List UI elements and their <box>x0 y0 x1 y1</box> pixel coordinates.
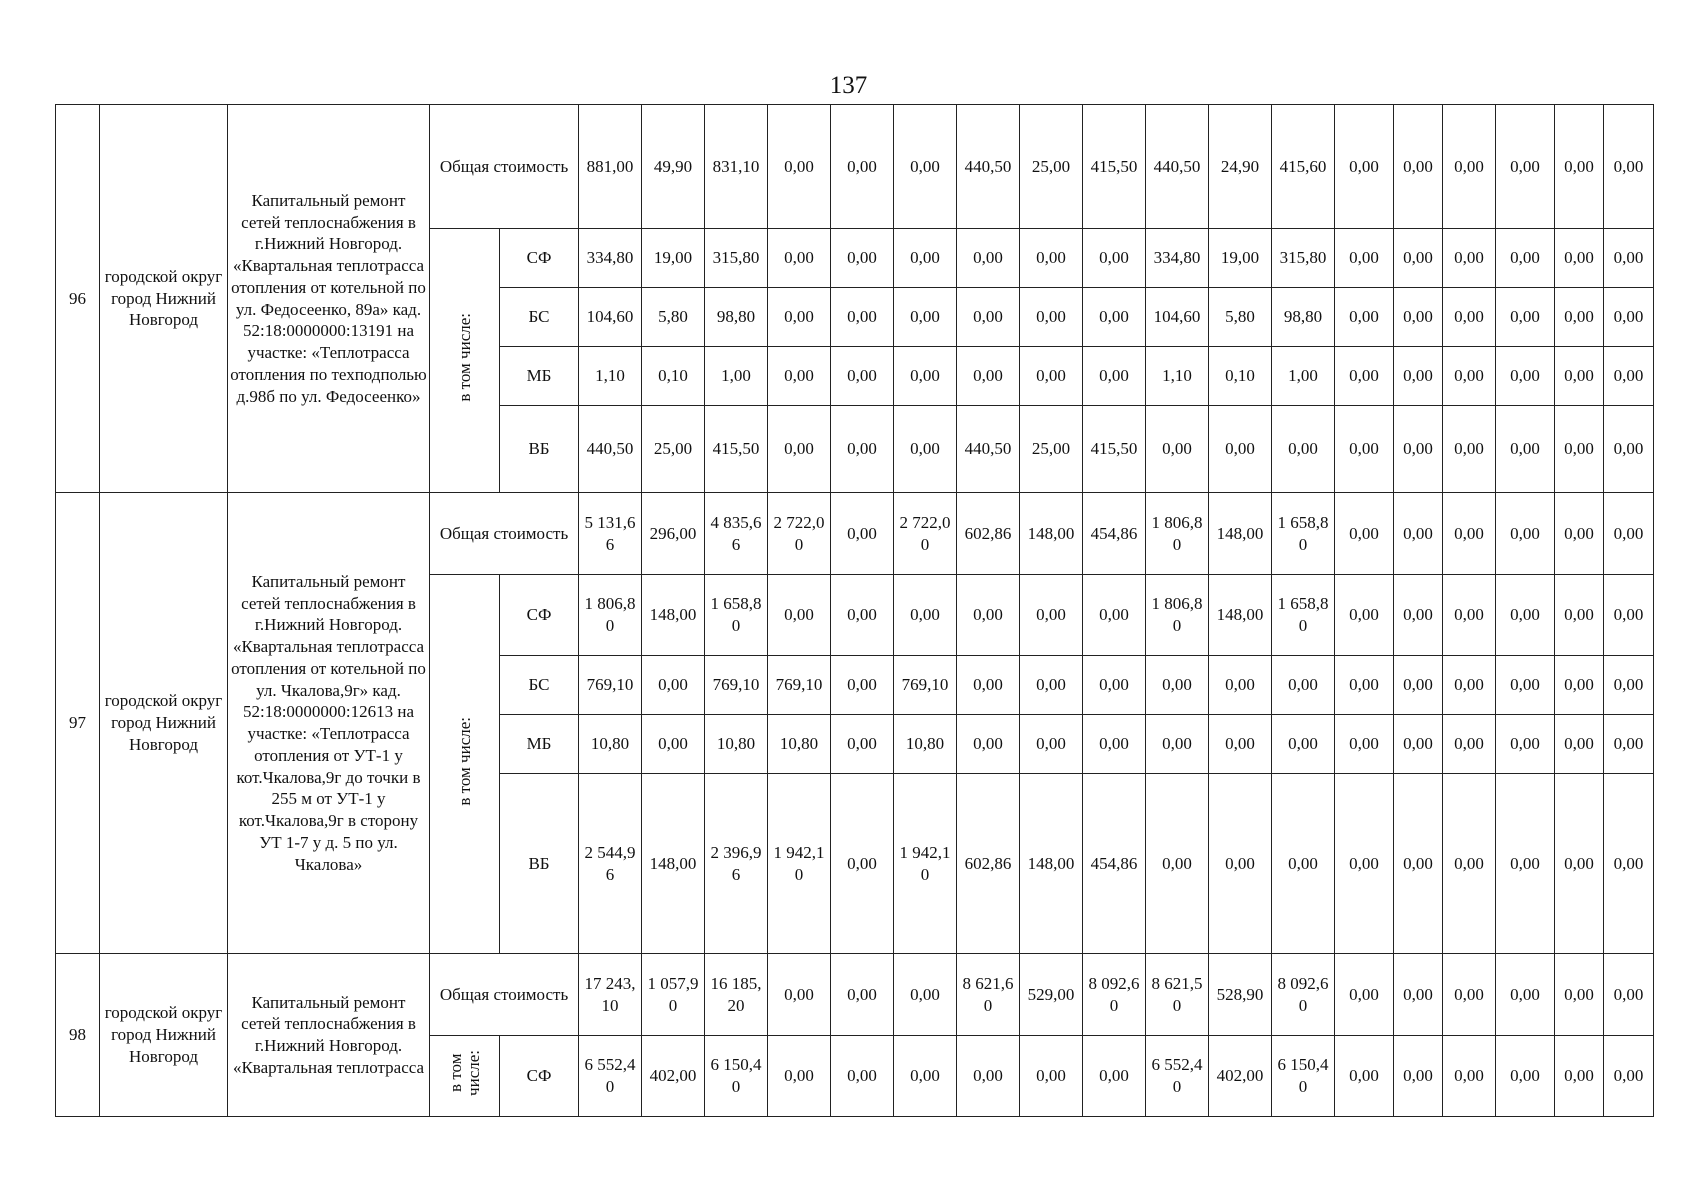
value-cell: 0,00 <box>1394 288 1443 347</box>
value-cell: 0,00 <box>1394 1036 1443 1117</box>
value-cell: 0,00 <box>1272 715 1335 774</box>
value-cell: 0,00 <box>1272 406 1335 493</box>
value-cell: 0,00 <box>1496 406 1555 493</box>
value-cell: 0,00 <box>1555 105 1604 229</box>
value-cell: 25,00 <box>1020 406 1083 493</box>
description-cell: Капитальный ремонт сетей теплоснабжения в г.Нижний Новгород. «Квартальная теплотрасса <box>228 954 430 1117</box>
value-cell: 0,00 <box>1604 774 1654 954</box>
source-label: МБ <box>500 715 579 774</box>
value-cell: 0,00 <box>1443 715 1496 774</box>
value-cell: 10,80 <box>894 715 957 774</box>
value-cell: 0,00 <box>1443 656 1496 715</box>
value-cell: 602,86 <box>957 774 1020 954</box>
value-cell: 10,80 <box>768 715 831 774</box>
value-cell: 0,00 <box>1604 954 1654 1036</box>
table-row <box>56 954 1654 1036</box>
value-cell: 148,00 <box>1209 575 1272 656</box>
value-cell: 0,00 <box>768 229 831 288</box>
value-cell: 1,10 <box>579 347 642 406</box>
value-cell: 0,00 <box>894 288 957 347</box>
value-cell: 0,00 <box>1394 656 1443 715</box>
value-cell: 769,10 <box>768 656 831 715</box>
value-cell: 148,00 <box>642 575 705 656</box>
value-cell: 25,00 <box>1020 105 1083 229</box>
value-cell: 440,50 <box>579 406 642 493</box>
total-label: Общая стоимость <box>430 105 579 229</box>
value-cell: 0,00 <box>1604 347 1654 406</box>
value-cell: 1 942,10 <box>894 774 957 954</box>
value-cell: 0,00 <box>831 105 894 229</box>
value-cell: 104,60 <box>1146 288 1209 347</box>
value-cell: 769,10 <box>579 656 642 715</box>
value-cell: 0,00 <box>957 229 1020 288</box>
value-cell: 0,00 <box>1335 347 1394 406</box>
source-label: ВБ <box>500 774 579 954</box>
value-cell: 1 658,80 <box>705 575 768 656</box>
value-cell: 0,00 <box>1020 1036 1083 1117</box>
value-cell: 315,80 <box>1272 229 1335 288</box>
including-label <box>430 229 500 493</box>
value-cell: 5,80 <box>642 288 705 347</box>
value-cell: 0,00 <box>894 406 957 493</box>
value-cell: 0,00 <box>1496 954 1555 1036</box>
source-label: СФ <box>500 575 579 656</box>
value-cell: 0,00 <box>1443 493 1496 575</box>
value-cell: 831,10 <box>705 105 768 229</box>
value-cell: 0,00 <box>768 288 831 347</box>
value-cell: 0,00 <box>1083 1036 1146 1117</box>
total-label: Общая стоимость <box>430 493 579 575</box>
including-text: в том числе: <box>454 313 474 402</box>
value-cell: 104,60 <box>579 288 642 347</box>
value-cell: 0,00 <box>768 1036 831 1117</box>
value-cell: 0,00 <box>957 656 1020 715</box>
value-cell: 8 092,60 <box>1083 954 1146 1036</box>
value-cell: 0,00 <box>1335 493 1394 575</box>
value-cell: 0,00 <box>1335 575 1394 656</box>
value-cell: 0,00 <box>1335 406 1394 493</box>
region-cell: городской округ город Нижний Новгород <box>100 493 228 954</box>
funding-table <box>55 104 1654 1117</box>
value-cell: 0,00 <box>1555 774 1604 954</box>
value-cell: 0,00 <box>1335 1036 1394 1117</box>
value-cell: 0,00 <box>1394 575 1443 656</box>
row-number: 96 <box>56 105 100 493</box>
including-text-part: числе: <box>463 1050 483 1097</box>
value-cell: 0,00 <box>1209 656 1272 715</box>
value-cell: 0,00 <box>1083 715 1146 774</box>
value-cell: 148,00 <box>1209 493 1272 575</box>
row-number: 97 <box>56 493 100 954</box>
value-cell: 16 185,20 <box>705 954 768 1036</box>
value-cell: 0,00 <box>1604 656 1654 715</box>
value-cell: 0,00 <box>1496 715 1555 774</box>
value-cell: 415,50 <box>705 406 768 493</box>
value-cell: 0,00 <box>1335 105 1394 229</box>
value-cell: 0,00 <box>894 347 957 406</box>
including-text: в том числе: <box>454 716 474 806</box>
total-label: Общая стоимость <box>430 954 579 1036</box>
value-cell: 8 621,60 <box>957 954 1020 1036</box>
value-cell: 0,00 <box>1020 288 1083 347</box>
value-cell: 0,00 <box>1020 347 1083 406</box>
value-cell: 148,00 <box>1020 774 1083 954</box>
value-cell: 0,00 <box>768 954 831 1036</box>
value-cell: 0,00 <box>831 347 894 406</box>
value-cell: 0,00 <box>894 1036 957 1117</box>
value-cell: 1 658,80 <box>1272 493 1335 575</box>
value-cell: 4 835,66 <box>705 493 768 575</box>
description-cell: Капитальный ремонт сетей теплоснабжения в г.Нижний Новгород. «Квартальная теплотрасса отопления от котельной по ул. Федосеенко, 89а» кад. 52:18:0000000:13191 на участке: «Теплотрасса отопления по техподполью д.98б по ул. Федосеенко» <box>228 105 430 493</box>
value-cell: 0,00 <box>831 406 894 493</box>
value-cell: 0,00 <box>1394 347 1443 406</box>
value-cell: 0,00 <box>1443 288 1496 347</box>
value-cell: 0,00 <box>1555 656 1604 715</box>
value-cell: 529,00 <box>1020 954 1083 1036</box>
value-cell: 6 552,40 <box>579 1036 642 1117</box>
value-cell: 0,00 <box>831 229 894 288</box>
value-cell: 0,00 <box>1496 774 1555 954</box>
table-row <box>56 105 1654 229</box>
value-cell: 0,00 <box>1209 406 1272 493</box>
value-cell: 440,50 <box>1146 105 1209 229</box>
value-cell: 0,10 <box>1209 347 1272 406</box>
value-cell: 0,00 <box>1083 575 1146 656</box>
value-cell: 0,00 <box>1604 575 1654 656</box>
value-cell: 769,10 <box>705 656 768 715</box>
value-cell: 0,00 <box>1496 288 1555 347</box>
value-cell: 0,00 <box>642 715 705 774</box>
value-cell: 2 396,96 <box>705 774 768 954</box>
including-text <box>447 1050 483 1096</box>
value-cell: 0,00 <box>1394 406 1443 493</box>
value-cell: 0,00 <box>642 656 705 715</box>
value-cell: 415,60 <box>1272 105 1335 229</box>
value-cell: 0,00 <box>1272 656 1335 715</box>
value-cell: 2 544,96 <box>579 774 642 954</box>
including-text-part: в том <box>445 1053 465 1093</box>
value-cell: 49,90 <box>642 105 705 229</box>
value-cell: 24,90 <box>1209 105 1272 229</box>
value-cell: 0,00 <box>1443 406 1496 493</box>
including-label <box>430 1036 500 1117</box>
value-cell: 6 552,40 <box>1146 1036 1209 1117</box>
value-cell: 0,00 <box>1604 1036 1654 1117</box>
value-cell: 0,00 <box>768 575 831 656</box>
value-cell: 8 621,50 <box>1146 954 1209 1036</box>
value-cell: 0,00 <box>1394 229 1443 288</box>
value-cell: 0,00 <box>831 493 894 575</box>
value-cell: 1 806,80 <box>1146 493 1209 575</box>
value-cell: 1 806,80 <box>1146 575 1209 656</box>
value-cell: 0,00 <box>831 575 894 656</box>
value-cell: 0,00 <box>894 575 957 656</box>
value-cell: 0,00 <box>1555 493 1604 575</box>
value-cell: 0,00 <box>1394 715 1443 774</box>
value-cell: 0,00 <box>831 715 894 774</box>
value-cell: 454,86 <box>1083 774 1146 954</box>
value-cell: 0,00 <box>1209 774 1272 954</box>
value-cell: 402,00 <box>642 1036 705 1117</box>
value-cell: 0,00 <box>1555 406 1604 493</box>
value-cell: 0,00 <box>1394 493 1443 575</box>
value-cell: 402,00 <box>1209 1036 1272 1117</box>
source-label: БС <box>500 656 579 715</box>
region-cell: городской округ город Нижний Новгород <box>100 954 228 1117</box>
value-cell: 1 806,80 <box>579 575 642 656</box>
value-cell: 0,00 <box>957 575 1020 656</box>
value-cell: 0,00 <box>1443 774 1496 954</box>
region-cell: городской округ город Нижний Новгород <box>100 105 228 493</box>
value-cell: 0,00 <box>957 715 1020 774</box>
value-cell: 0,00 <box>1146 656 1209 715</box>
value-cell: 0,00 <box>1555 347 1604 406</box>
source-label: СФ <box>500 1036 579 1117</box>
value-cell: 0,00 <box>1604 229 1654 288</box>
value-cell: 0,00 <box>1443 347 1496 406</box>
value-cell: 440,50 <box>957 105 1020 229</box>
value-cell: 0,00 <box>1335 288 1394 347</box>
value-cell: 0,00 <box>1604 105 1654 229</box>
value-cell: 1,10 <box>1146 347 1209 406</box>
page-number: 137 <box>829 72 868 99</box>
value-cell: 0,00 <box>894 229 957 288</box>
value-cell: 0,00 <box>1496 493 1555 575</box>
value-cell: 0,00 <box>1020 656 1083 715</box>
value-cell: 19,00 <box>642 229 705 288</box>
value-cell: 0,00 <box>1020 715 1083 774</box>
value-cell: 0,00 <box>1443 229 1496 288</box>
value-cell: 0,00 <box>1335 229 1394 288</box>
source-label: СФ <box>500 229 579 288</box>
value-cell: 98,80 <box>705 288 768 347</box>
value-cell: 0,00 <box>1083 347 1146 406</box>
value-cell: 0,00 <box>1146 715 1209 774</box>
value-cell: 0,00 <box>1335 774 1394 954</box>
row-number: 98 <box>56 954 100 1117</box>
value-cell: 98,80 <box>1272 288 1335 347</box>
value-cell: 6 150,40 <box>1272 1036 1335 1117</box>
value-cell: 0,00 <box>1443 575 1496 656</box>
value-cell: 1 057,90 <box>642 954 705 1036</box>
value-cell: 0,00 <box>1555 575 1604 656</box>
value-cell: 0,00 <box>957 347 1020 406</box>
value-cell: 0,00 <box>1443 1036 1496 1117</box>
value-cell: 0,00 <box>1394 105 1443 229</box>
value-cell: 0,00 <box>1083 288 1146 347</box>
value-cell: 0,00 <box>957 1036 1020 1117</box>
value-cell: 0,00 <box>1083 656 1146 715</box>
value-cell: 881,00 <box>579 105 642 229</box>
value-cell: 25,00 <box>642 406 705 493</box>
including-label <box>430 575 500 954</box>
value-cell: 440,50 <box>957 406 1020 493</box>
value-cell: 0,10 <box>642 347 705 406</box>
value-cell: 415,50 <box>1083 105 1146 229</box>
value-cell: 0,00 <box>1604 715 1654 774</box>
value-cell: 0,00 <box>1272 774 1335 954</box>
value-cell: 0,00 <box>1604 493 1654 575</box>
value-cell: 528,90 <box>1209 954 1272 1036</box>
value-cell: 0,00 <box>768 347 831 406</box>
value-cell: 0,00 <box>1146 406 1209 493</box>
value-cell: 0,00 <box>1146 774 1209 954</box>
value-cell: 334,80 <box>579 229 642 288</box>
value-cell: 602,86 <box>957 493 1020 575</box>
value-cell: 315,80 <box>705 229 768 288</box>
source-label: ВБ <box>500 406 579 493</box>
value-cell: 0,00 <box>1496 347 1555 406</box>
value-cell: 0,00 <box>831 656 894 715</box>
value-cell: 0,00 <box>1020 575 1083 656</box>
value-cell: 0,00 <box>1020 229 1083 288</box>
source-label: БС <box>500 288 579 347</box>
value-cell: 0,00 <box>1335 715 1394 774</box>
value-cell: 0,00 <box>1555 288 1604 347</box>
value-cell: 0,00 <box>1496 656 1555 715</box>
value-cell: 1 942,10 <box>768 774 831 954</box>
value-cell: 10,80 <box>579 715 642 774</box>
value-cell: 2 722,00 <box>894 493 957 575</box>
value-cell: 5,80 <box>1209 288 1272 347</box>
value-cell: 0,00 <box>1394 774 1443 954</box>
value-cell: 0,00 <box>831 774 894 954</box>
value-cell: 0,00 <box>1083 229 1146 288</box>
value-cell: 1 658,80 <box>1272 575 1335 656</box>
value-cell: 0,00 <box>1604 406 1654 493</box>
value-cell: 0,00 <box>1443 954 1496 1036</box>
value-cell: 0,00 <box>1496 1036 1555 1117</box>
value-cell: 0,00 <box>894 954 957 1036</box>
value-cell: 1,00 <box>1272 347 1335 406</box>
value-cell: 0,00 <box>1443 105 1496 229</box>
value-cell: 0,00 <box>831 954 894 1036</box>
value-cell: 6 150,40 <box>705 1036 768 1117</box>
value-cell: 0,00 <box>1335 656 1394 715</box>
value-cell: 0,00 <box>957 288 1020 347</box>
value-cell: 10,80 <box>705 715 768 774</box>
value-cell: 19,00 <box>1209 229 1272 288</box>
value-cell: 0,00 <box>1335 954 1394 1036</box>
value-cell: 0,00 <box>1496 105 1555 229</box>
value-cell: 0,00 <box>1209 715 1272 774</box>
value-cell: 769,10 <box>894 656 957 715</box>
value-cell: 0,00 <box>1394 954 1443 1036</box>
value-cell: 296,00 <box>642 493 705 575</box>
value-cell: 17 243,10 <box>579 954 642 1036</box>
value-cell: 1,00 <box>705 347 768 406</box>
value-cell: 0,00 <box>1496 575 1555 656</box>
description-cell: Капитальный ремонт сетей теплоснабжения в г.Нижний Новгород. «Квартальная теплотрасса отопления от котельной по ул. Чкалова,9г» кад. 52:18:0000000:12613 на участке: «Теплотрасса отопления от УТ-1 у кот.Чкалова,9г до точки в 255 м от УТ-1 у кот.Чкалова,9г в сторону УТ 1-7 у д. 5 по ул. Чкалова» <box>228 493 430 954</box>
value-cell: 148,00 <box>1020 493 1083 575</box>
value-cell: 334,80 <box>1146 229 1209 288</box>
value-cell: 8 092,60 <box>1272 954 1335 1036</box>
value-cell: 0,00 <box>1555 715 1604 774</box>
value-cell: 0,00 <box>768 105 831 229</box>
value-cell: 2 722,00 <box>768 493 831 575</box>
value-cell: 0,00 <box>1496 229 1555 288</box>
value-cell: 0,00 <box>894 105 957 229</box>
value-cell: 0,00 <box>1604 288 1654 347</box>
table-row <box>56 493 1654 575</box>
value-cell: 415,50 <box>1083 406 1146 493</box>
value-cell: 0,00 <box>831 1036 894 1117</box>
value-cell: 0,00 <box>1555 229 1604 288</box>
value-cell: 5 131,66 <box>579 493 642 575</box>
value-cell: 0,00 <box>1555 1036 1604 1117</box>
value-cell: 0,00 <box>831 288 894 347</box>
value-cell: 454,86 <box>1083 493 1146 575</box>
source-label: МБ <box>500 347 579 406</box>
value-cell: 0,00 <box>1555 954 1604 1036</box>
value-cell: 148,00 <box>642 774 705 954</box>
value-cell: 0,00 <box>768 406 831 493</box>
